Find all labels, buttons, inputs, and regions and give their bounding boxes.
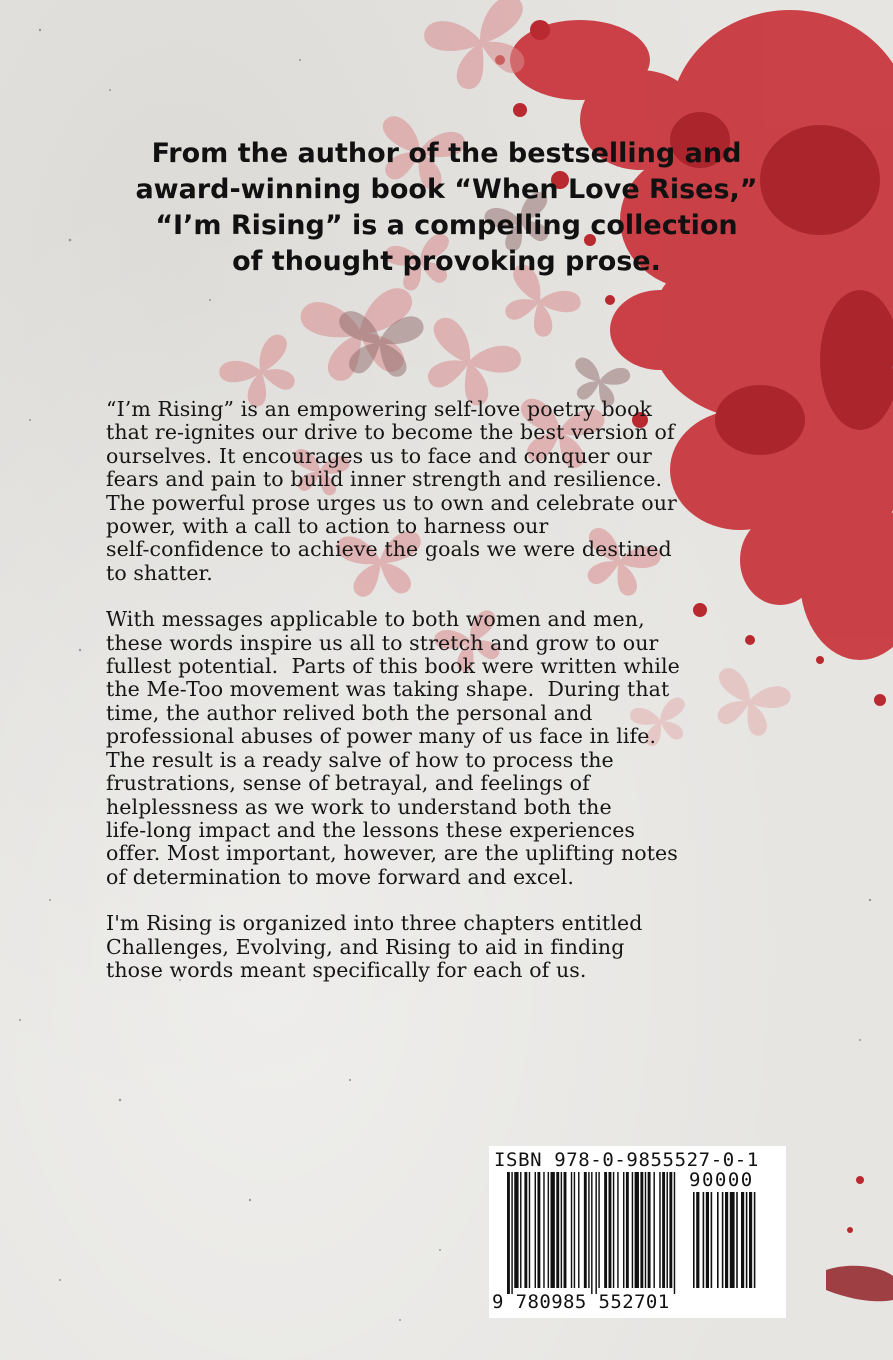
addon-bar — [754, 1192, 756, 1288]
addon-bar — [725, 1192, 728, 1288]
barcode-bar — [529, 1172, 530, 1288]
tagline — [70, 136, 823, 280]
text-line: frustrations, sense of betrayal, and feelings of — [106, 771, 590, 796]
barcode-bar — [640, 1172, 643, 1288]
text-line: ourselves. It encourages us to face and conquer our — [106, 443, 652, 468]
addon-bar — [730, 1192, 735, 1288]
addon-bar — [722, 1192, 724, 1288]
barcode-bar — [595, 1172, 596, 1294]
barcode-bar — [520, 1172, 521, 1288]
description-paragraph-3 — [106, 912, 806, 982]
barcode-bar — [571, 1172, 572, 1288]
text-line: fears and pain to build inner strength and resilience. — [106, 467, 663, 492]
barcode-bar — [609, 1172, 612, 1288]
barcode-bar — [662, 1172, 665, 1288]
text-line: those words meant specifically for each of us. — [106, 957, 587, 982]
barcode-bar — [514, 1172, 518, 1288]
addon-bar — [711, 1192, 713, 1288]
text-line: offer. Most important, however, are the uplifting notes — [106, 841, 678, 866]
barcode-bar — [598, 1172, 599, 1288]
addon-bar — [749, 1192, 752, 1288]
text-line: to shatter. — [106, 560, 213, 585]
ean-digits: 9 780985 552701 — [492, 1291, 670, 1313]
price-code: 90000 — [689, 1169, 754, 1191]
tagline-line: award-winning book “When Love Rises,” — [135, 174, 758, 205]
barcode-bar — [511, 1172, 512, 1294]
barcode-bar — [551, 1172, 555, 1288]
addon-bar — [703, 1192, 705, 1288]
addon-bar — [741, 1192, 744, 1288]
text-line: Challenges, Evolving, and Rising to aid in finding — [106, 934, 625, 959]
barcode-bar — [561, 1172, 562, 1288]
barcode-bar — [556, 1172, 559, 1288]
barcode-bar — [659, 1172, 660, 1288]
barcode-bar — [564, 1172, 567, 1288]
barcode-bar — [626, 1172, 629, 1288]
addon-bar — [693, 1192, 695, 1288]
barcode-bar — [574, 1172, 575, 1288]
barcode-bar — [543, 1172, 544, 1288]
text-line: the Me-Too movement was taking shape. During that — [106, 677, 670, 702]
barcode-bar — [613, 1172, 614, 1288]
text-line: I'm Rising is organized into three chapters entitled — [106, 911, 643, 936]
barcode-bar — [648, 1172, 651, 1288]
barcode-bar — [548, 1172, 549, 1288]
text-line: power, with a call to action to harness our — [106, 514, 549, 539]
addon-bar — [696, 1192, 699, 1288]
isbn-label: ISBN 978-0-9855527-0-1 — [494, 1149, 759, 1171]
red-smear — [826, 1266, 893, 1302]
text-line: professional abuses of power many of us face in life. — [106, 724, 657, 749]
barcode-bar — [632, 1172, 633, 1288]
text-line: life-long impact and the lessons these experiences — [106, 817, 636, 842]
barcode-bar — [635, 1172, 639, 1288]
tagline-line: “I’m Rising” is a compelling collection — [155, 210, 738, 241]
barcode-bar — [667, 1172, 668, 1288]
text-line: that re-ignites our drive to become the best version of — [106, 420, 675, 445]
barcode-bar — [524, 1172, 527, 1288]
text-line: these words inspire us all to stretch and grow to our — [106, 630, 659, 655]
book-description — [106, 398, 806, 1005]
barcode-bar — [588, 1172, 589, 1288]
barcode-bar — [623, 1172, 624, 1288]
barcode-bar — [604, 1172, 607, 1288]
barcode-bar — [653, 1172, 654, 1288]
barcode-bar — [645, 1172, 646, 1288]
text-line: “I’m Rising” is an empowering self-love poetry book — [106, 397, 653, 421]
tagline-line: From the author of the bestselling and — [151, 138, 742, 169]
barcode-bar — [674, 1172, 675, 1294]
addon-bar — [736, 1192, 738, 1288]
barcode-bar — [507, 1172, 510, 1294]
barcode-bar — [669, 1172, 672, 1288]
isbn-barcode — [489, 1146, 786, 1318]
barcode-bar — [584, 1172, 587, 1288]
text-line: helplessness as we work to understand both the — [106, 794, 612, 819]
description-paragraph-1 — [106, 398, 806, 585]
tagline-line: of thought provoking prose. — [232, 246, 661, 277]
text-line: With messages applicable to both women and men, — [106, 607, 645, 632]
text-line: fullest potential. Parts of this book were written while — [106, 654, 680, 679]
text-line: The result is a ready salve of how to process the — [106, 747, 614, 772]
text-line: of determination to move forward and excel. — [106, 864, 574, 889]
barcode-bar — [591, 1172, 592, 1294]
addon-bar — [706, 1192, 709, 1288]
text-line: time, the author relived both the personal and — [106, 700, 593, 725]
barcode-bar — [617, 1172, 618, 1288]
barcode-bar — [537, 1172, 540, 1288]
description-paragraph-2 — [106, 608, 806, 889]
barcode-bar — [535, 1172, 536, 1288]
barcode-bar — [578, 1172, 579, 1288]
addon-bar — [717, 1192, 719, 1288]
text-line: The powerful prose urges us to own and celebrate our — [106, 490, 677, 515]
text-line: self-confidence to achieve the goals we were destined — [106, 537, 672, 562]
addon-bar — [746, 1192, 748, 1288]
